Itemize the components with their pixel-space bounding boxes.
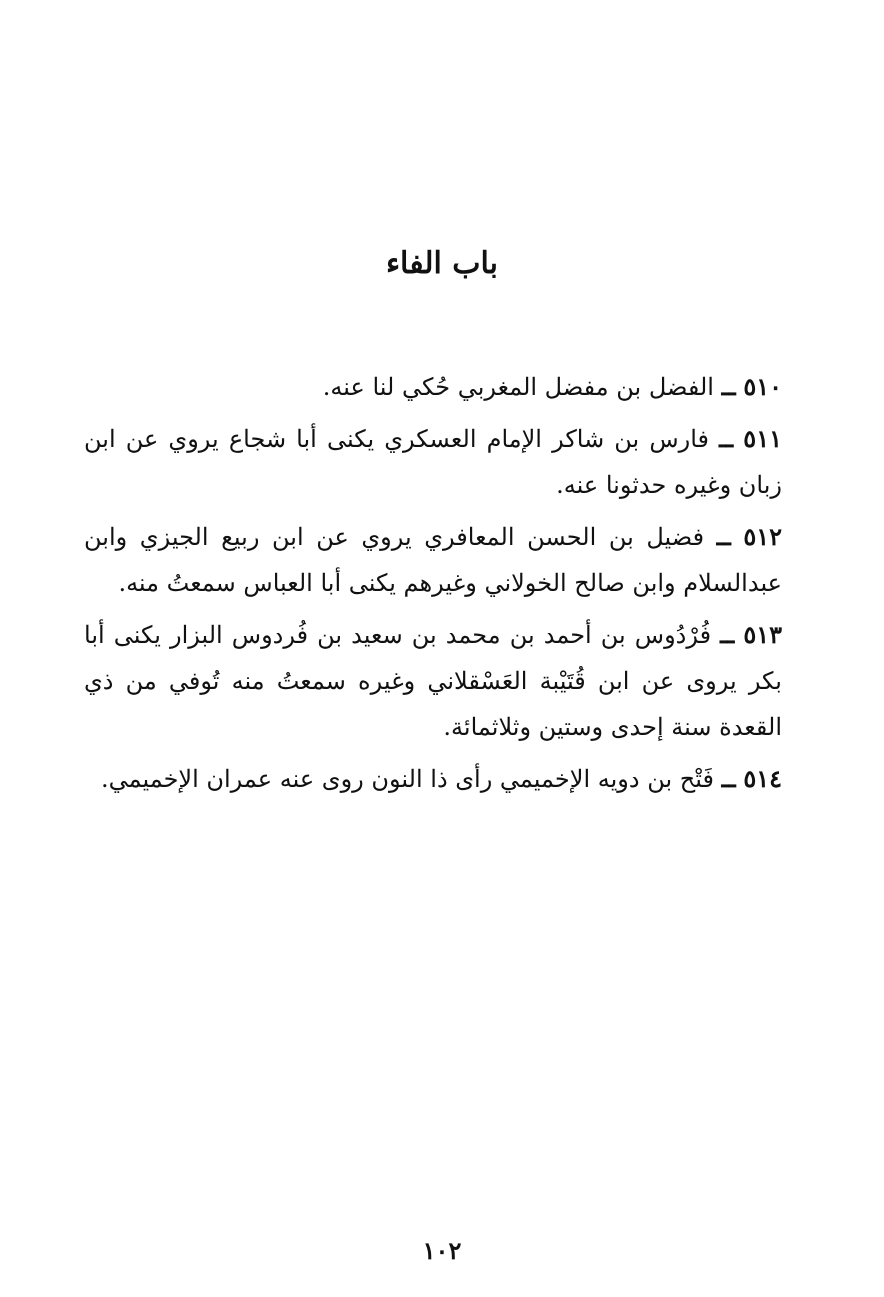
entry-number: ٥١٠ xyxy=(743,372,782,401)
chapter-heading: باب الفاء xyxy=(385,246,499,281)
entry-text: فارس بن شاكر الإمام العسكري يكنى أبا شجاع يروي عن ابن زبان وغيره حدثونا عنه. xyxy=(84,425,782,499)
entry-number: ٥١١ xyxy=(743,424,782,453)
entry-510 xyxy=(84,364,782,410)
entry-dash: ــ xyxy=(716,522,731,551)
entry-513 xyxy=(84,612,782,750)
entry-512 xyxy=(84,514,782,606)
entry-text: فضيل بن الحسن المعافري يروي عن ابن ربيع الجيزي وابن عبدالسلام وابن صالح الخولاني وغيرهم يكنى أبا العباس سمعتُ منه. xyxy=(84,523,782,597)
page-number: ١٠٢ xyxy=(422,1236,462,1265)
entry-511 xyxy=(84,416,782,508)
entry-number: ٥١٣ xyxy=(743,620,782,649)
entry-text: الفضل بن مفضل المغربي حُكي لنا عنه. xyxy=(322,373,714,401)
entry-514 xyxy=(84,756,782,802)
entry-dash: ــ xyxy=(721,372,736,401)
entry-text: فُرْدُوس بن أحمد بن محمد بن سعيد بن فُردوس البزار يكنى أبا بكر يروى عن ابن قُتَيْبة العَسْقلاني وغيره سمعتُ منه تُوفي من ذي القعدة سنة إحدى وستين وثلاثمائة. xyxy=(84,621,782,741)
entry-text: فَتْح بن دويه الإخميمي رأى ذا النون روى عنه عمران الإخميمي. xyxy=(100,765,714,793)
entry-dash: ــ xyxy=(721,764,736,793)
entries-list xyxy=(84,364,782,808)
entry-dash: ــ xyxy=(719,424,734,453)
entry-dash: ــ xyxy=(720,620,735,649)
entry-number: ٥١٤ xyxy=(743,764,782,793)
entry-number: ٥١٢ xyxy=(743,522,782,551)
